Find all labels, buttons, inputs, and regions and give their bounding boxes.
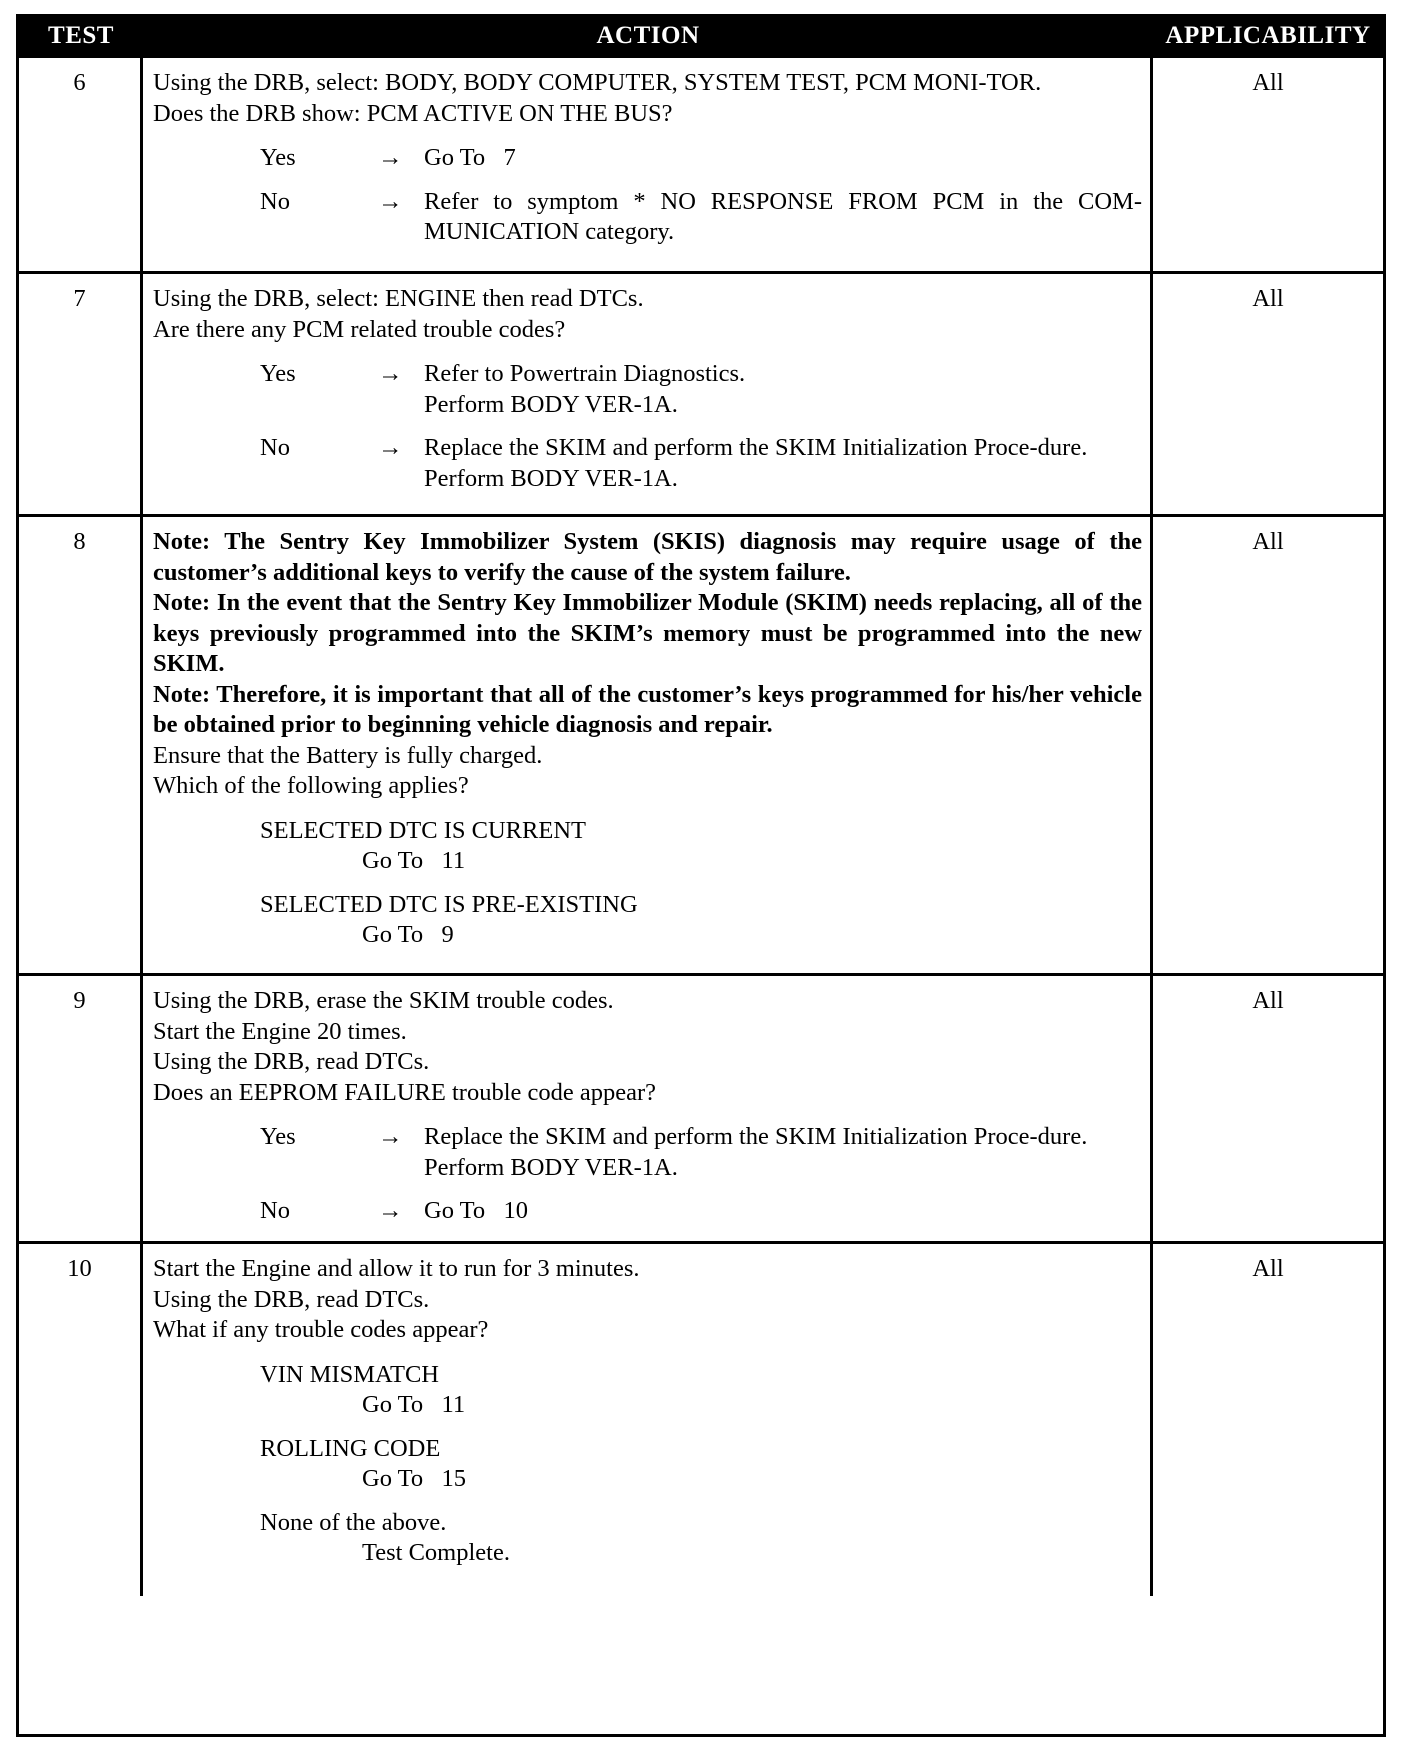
applicability-value: All xyxy=(1252,987,1284,1014)
option-item xyxy=(153,816,1142,877)
applicability-value: All xyxy=(1252,528,1284,555)
option-label: None of the above. xyxy=(260,1508,447,1536)
table-row xyxy=(19,514,1383,973)
table-header xyxy=(19,17,1383,55)
action-text: What if any trouble codes appear? xyxy=(153,1316,489,1343)
table-row xyxy=(19,1241,1383,1596)
answer-yes xyxy=(153,359,1142,420)
action-cell xyxy=(143,1244,1153,1596)
answer-result: Replace the SKIM and perform the SKIM Initialization Proce-dure. xyxy=(424,434,1088,461)
answer-result: Go To 7 xyxy=(424,144,516,171)
answer-result: Go To 10 xyxy=(424,1197,529,1224)
option-item xyxy=(153,1508,1142,1569)
action-cell xyxy=(143,517,1153,973)
test-number: 6 xyxy=(19,58,143,271)
header-test: TEST xyxy=(48,22,114,49)
option-result: Go To 11 xyxy=(362,847,466,874)
answer-result: Replace the SKIM and perform the SKIM Initialization Proce-dure. xyxy=(424,1123,1088,1150)
option-result: Go To 11 xyxy=(362,1391,466,1418)
option-item xyxy=(153,890,1142,951)
test-number: 8 xyxy=(19,517,143,973)
action-text: Which of the following applies? xyxy=(153,772,469,799)
option-item xyxy=(153,1360,1142,1421)
applicability-value: All xyxy=(1252,69,1284,96)
answer-result: Perform BODY VER-1A. xyxy=(424,464,678,492)
answer-label: Yes xyxy=(260,144,296,171)
answer-result: Refer to Powertrain Diagnostics. xyxy=(424,360,746,387)
action-cell xyxy=(143,976,1153,1241)
action-text: Using the DRB, select: BODY, BODY COMPUTER, SYSTEM TEST, PCM MONI-TOR. xyxy=(153,69,1042,96)
answer-yes xyxy=(153,1122,1142,1183)
answer-yes xyxy=(153,143,1142,174)
answer-no xyxy=(153,433,1142,494)
arrow-icon: → xyxy=(378,360,403,387)
arrow-icon: → xyxy=(378,1197,403,1224)
answer-no xyxy=(153,187,1142,248)
option-label: SELECTED DTC IS CURRENT xyxy=(260,816,586,844)
diagnostic-table xyxy=(16,14,1386,1737)
arrow-icon: → xyxy=(378,434,403,461)
arrow-icon: → xyxy=(378,187,403,215)
action-cell xyxy=(143,58,1153,271)
answer-label: No xyxy=(260,187,290,215)
option-label: ROLLING CODE xyxy=(260,1434,441,1462)
action-text: Start the Engine and allow it to run for 3 minutes. xyxy=(153,1255,640,1282)
answer-label: Yes xyxy=(260,360,296,387)
action-text: Are there any PCM related trouble codes? xyxy=(153,315,566,343)
action-text: Does the DRB show: PCM ACTIVE ON THE BUS? xyxy=(153,99,673,127)
answer-no xyxy=(153,1196,1142,1227)
arrow-icon: → xyxy=(378,1123,403,1150)
option-label: VIN MISMATCH xyxy=(260,1360,440,1388)
action-cell xyxy=(143,274,1153,514)
answer-result: Perform BODY VER-1A. xyxy=(424,390,678,418)
note-text: Note: In the event that the Sentry Key Immobilizer Module (SKIM) needs replacing, all of the keys previously programmed into the SKIM’s memory must be programmed into the new SKIM. xyxy=(153,589,1142,677)
table-row xyxy=(19,55,1383,271)
table-row xyxy=(19,271,1383,514)
option-item xyxy=(153,1434,1142,1495)
option-result: Test Complete. xyxy=(362,1539,510,1566)
answer-result: Perform BODY VER-1A. xyxy=(424,1153,678,1181)
test-number: 7 xyxy=(19,274,143,514)
action-text: Using the DRB, select: ENGINE then read DTCs. xyxy=(153,285,644,312)
answer-label: No xyxy=(260,434,290,461)
action-text: Start the Engine 20 times. xyxy=(153,1017,407,1045)
answer-label: Yes xyxy=(260,1123,296,1150)
applicability-value: All xyxy=(1252,285,1284,312)
note-text: Note: Therefore, it is important that all of the customer’s keys programmed for his/her vehicle be obtained prior to beginning vehicle diagnosis and repair. xyxy=(153,680,1142,738)
header-action: ACTION xyxy=(596,22,700,49)
action-text: Ensure that the Battery is fully charged. xyxy=(153,741,543,769)
action-text: Using the DRB, read DTCs. xyxy=(153,1048,430,1075)
option-result: Go To 15 xyxy=(362,1465,467,1492)
action-text: Using the DRB, read DTCs. xyxy=(153,1285,430,1313)
answer-result: Refer to symptom * NO RESPONSE FROM PCM in the COM-MUNICATION category. xyxy=(424,187,1142,245)
test-number: 10 xyxy=(19,1244,143,1596)
header-applicability: APPLICABILITY xyxy=(1165,22,1371,49)
table-row xyxy=(19,973,1383,1241)
answer-label: No xyxy=(260,1197,290,1224)
note-text: Note: The Sentry Key Immobilizer System (SKIS) diagnosis may require usage of the customer’s additional keys to verify the cause of the system failure. xyxy=(153,528,1142,586)
applicability-value: All xyxy=(1252,1255,1284,1282)
action-text: Using the DRB, erase the SKIM trouble codes. xyxy=(153,987,614,1014)
action-text: Does an EEPROM FAILURE trouble code appear? xyxy=(153,1078,657,1106)
arrow-icon: → xyxy=(378,144,403,171)
test-number: 9 xyxy=(19,976,143,1241)
option-label: SELECTED DTC IS PRE-EXISTING xyxy=(260,890,638,918)
option-result: Go To 9 xyxy=(362,921,454,948)
